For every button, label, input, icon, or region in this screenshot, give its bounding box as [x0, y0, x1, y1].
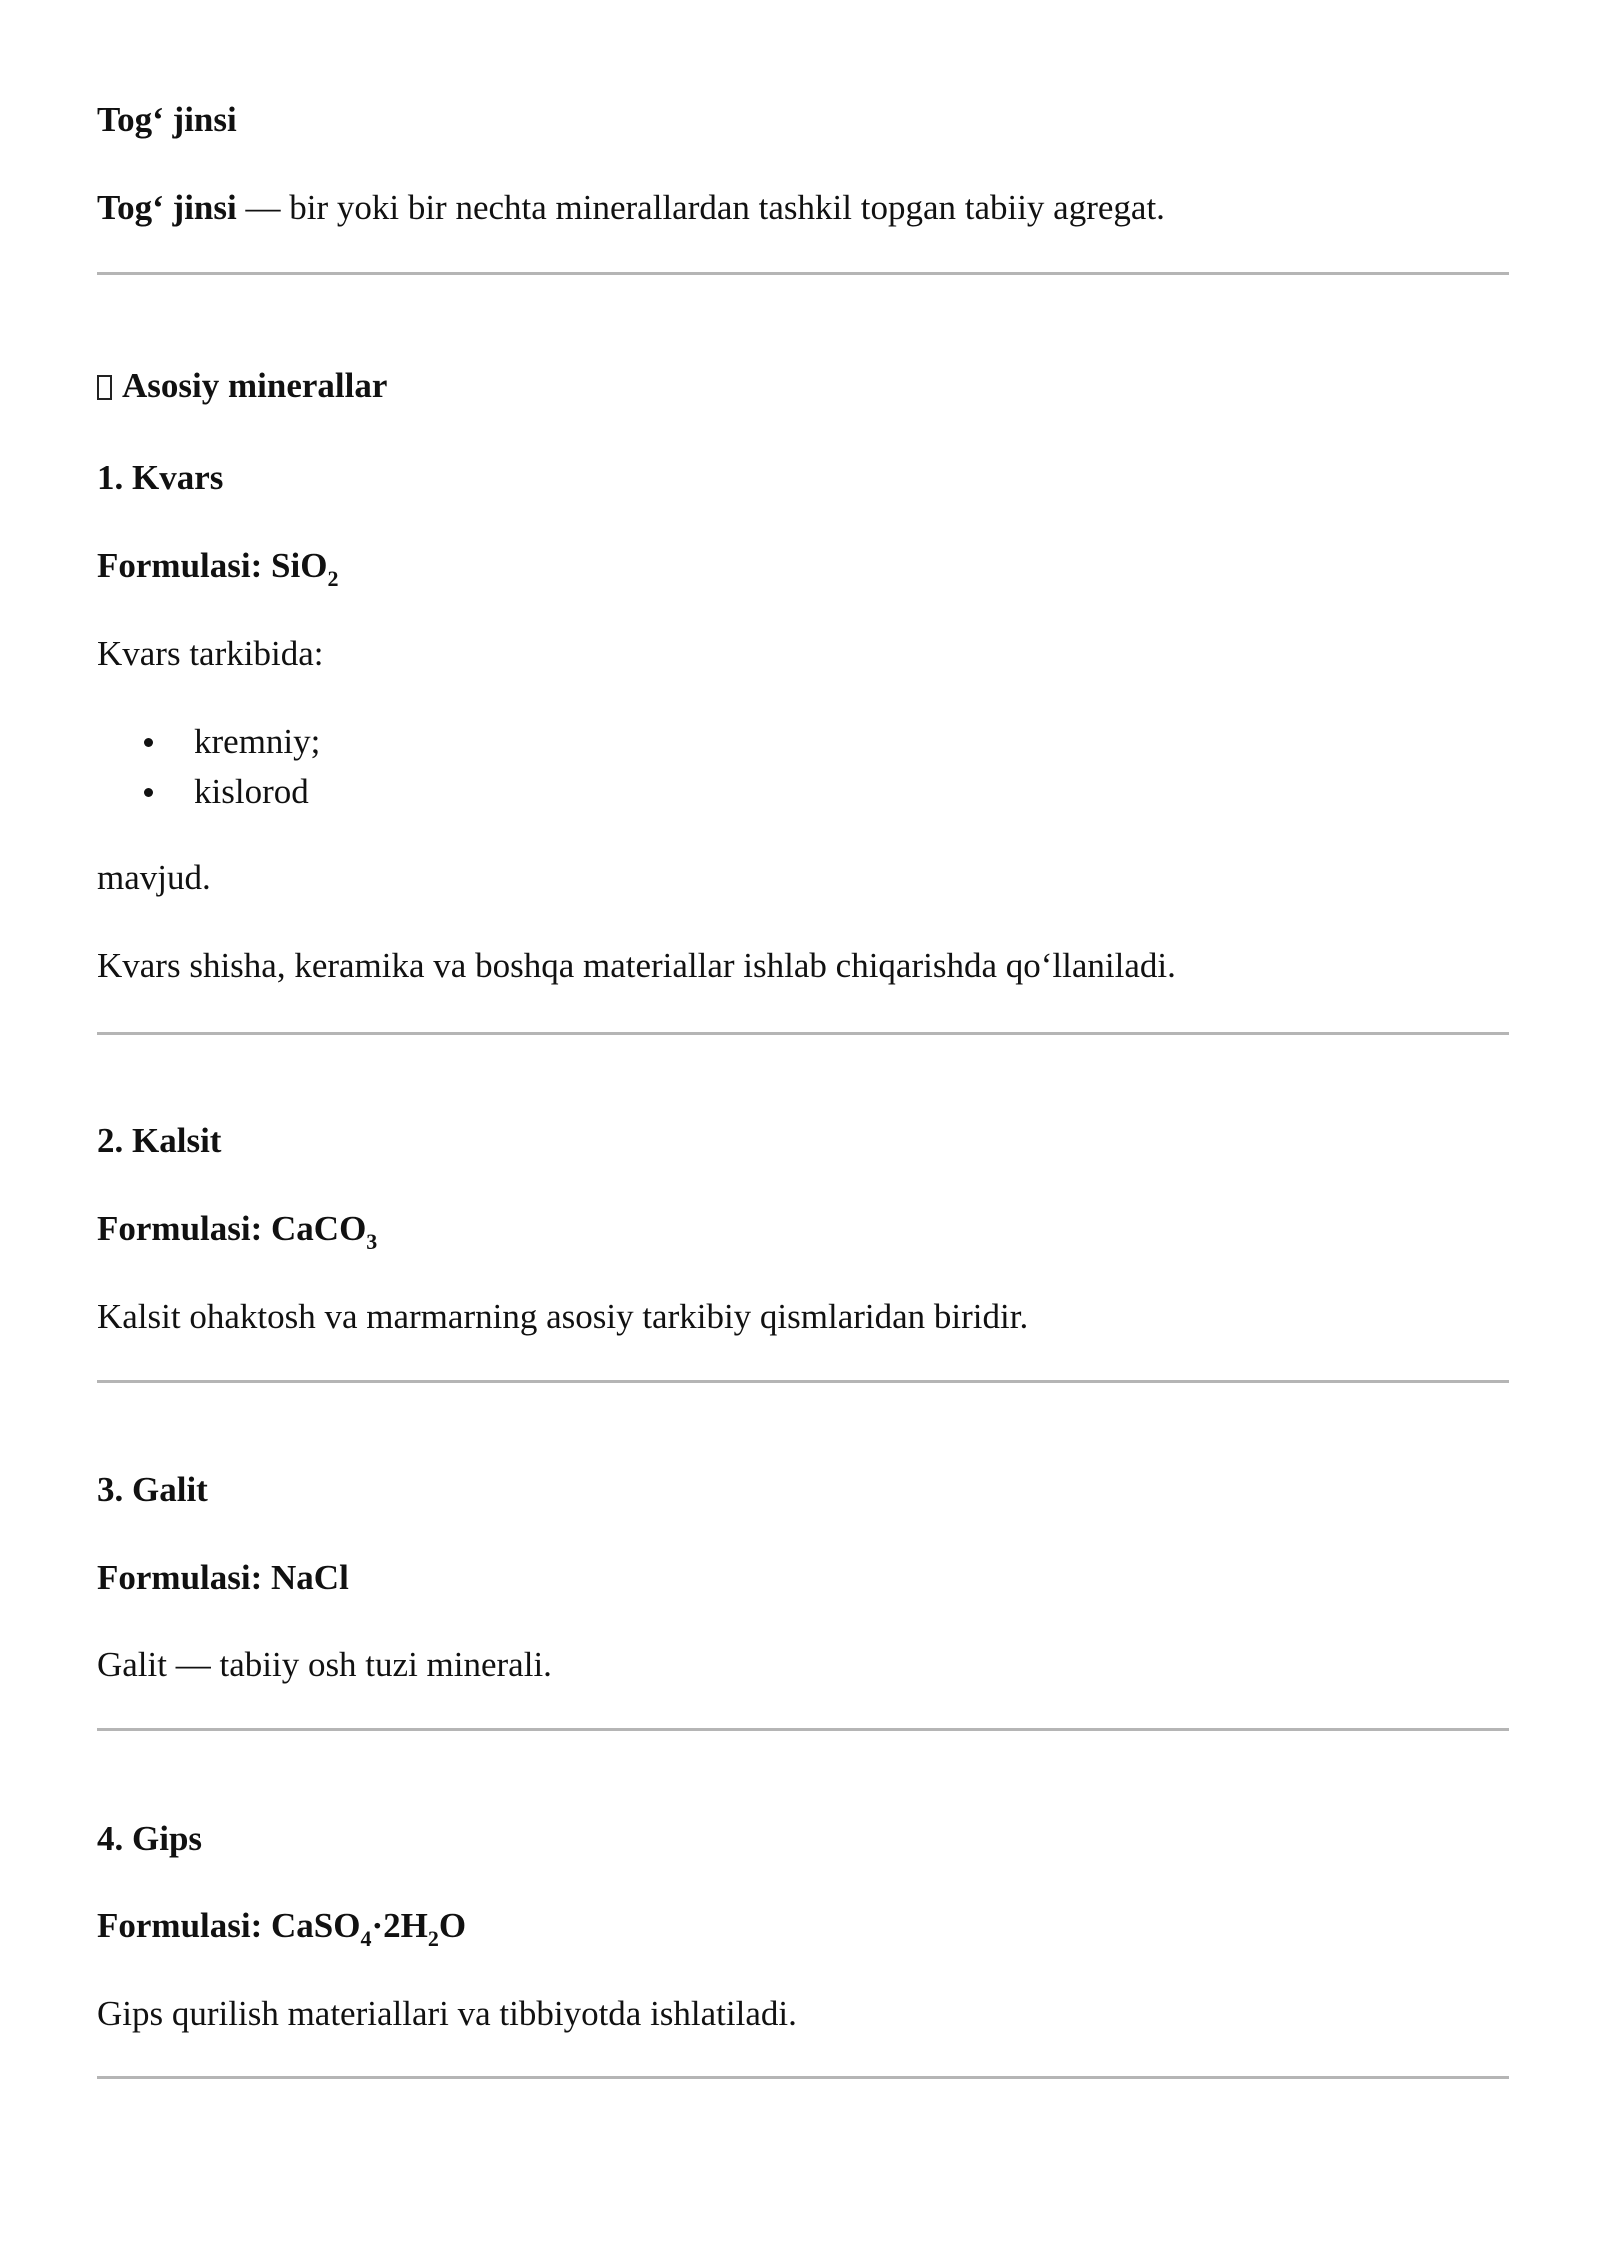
divider	[97, 2076, 1509, 2079]
mineral-description: Kalsit ohaktosh va marmarning asosiy tarkibiy qismlaridan biridir.	[97, 1297, 1029, 1336]
formula-label: Formulasi:	[97, 1209, 272, 1248]
formula-subscript: 3	[366, 1229, 378, 1254]
formula-subscript: 2	[427, 1926, 439, 1951]
mineral-description: Galit — tabiiy osh tuzi minerali.	[97, 1645, 552, 1684]
bullet-icon	[144, 738, 153, 747]
mineral-heading: 3. Galit	[97, 1470, 208, 1509]
list-item-text: kremniy;	[194, 722, 321, 761]
mineral-description: Kvars shisha, keramika va boshqa materiallar ishlab chiqarishda qo‘llaniladi.	[97, 946, 1176, 985]
formula-text: NaCl	[271, 1558, 349, 1597]
formula-label: Formulasi:	[97, 1906, 272, 1945]
mineral-heading: 1. Kvars	[97, 458, 224, 497]
list-item-text: kislorod	[194, 772, 309, 811]
mineral-heading: 4. Gips	[97, 1819, 203, 1858]
mineral-intro: Kvars tarkibida:	[97, 634, 324, 673]
formula-subscript: 2	[327, 566, 339, 591]
formula-text: ·2H	[371, 1906, 428, 1945]
mineral-formula	[97, 1207, 378, 1254]
divider	[97, 272, 1509, 275]
bullet-icon	[144, 788, 153, 797]
missing-glyph-icon	[97, 375, 112, 400]
mineral-heading: 2. Kalsit	[97, 1121, 222, 1160]
section-heading	[97, 364, 387, 408]
divider	[97, 1032, 1509, 1035]
formula-label: Formulasi:	[97, 1558, 272, 1597]
section-heading-text: Asosiy minerallar	[122, 366, 388, 405]
composition-list	[97, 717, 320, 817]
list-item	[97, 767, 320, 817]
formula-text: CaSO	[271, 1906, 361, 1945]
definition-paragraph	[97, 186, 1165, 230]
definition-term: Tog‘ jinsi	[97, 188, 237, 227]
formula-label: Formulasi:	[97, 546, 272, 585]
page-title: Tog‘ jinsi	[97, 100, 237, 139]
divider	[97, 1380, 1509, 1383]
formula-subscript: 4	[360, 1926, 372, 1951]
mineral-formula	[97, 544, 339, 591]
mineral-formula	[97, 1556, 349, 1600]
definition-text: — bir yoki bir nechta minerallardan tashkil topgan tabiiy agregat.	[236, 188, 1165, 227]
divider	[97, 1728, 1509, 1731]
mineral-formula	[97, 1904, 467, 1951]
mineral-outro: mavjud.	[97, 858, 211, 897]
mineral-description: Gips qurilish materiallari va tibbiyotda ishlatiladi.	[97, 1994, 797, 2033]
formula-text: SiO	[271, 546, 328, 585]
list-item	[97, 717, 320, 767]
formula-text: CaCO	[271, 1209, 367, 1248]
formula-text: O	[438, 1906, 467, 1945]
